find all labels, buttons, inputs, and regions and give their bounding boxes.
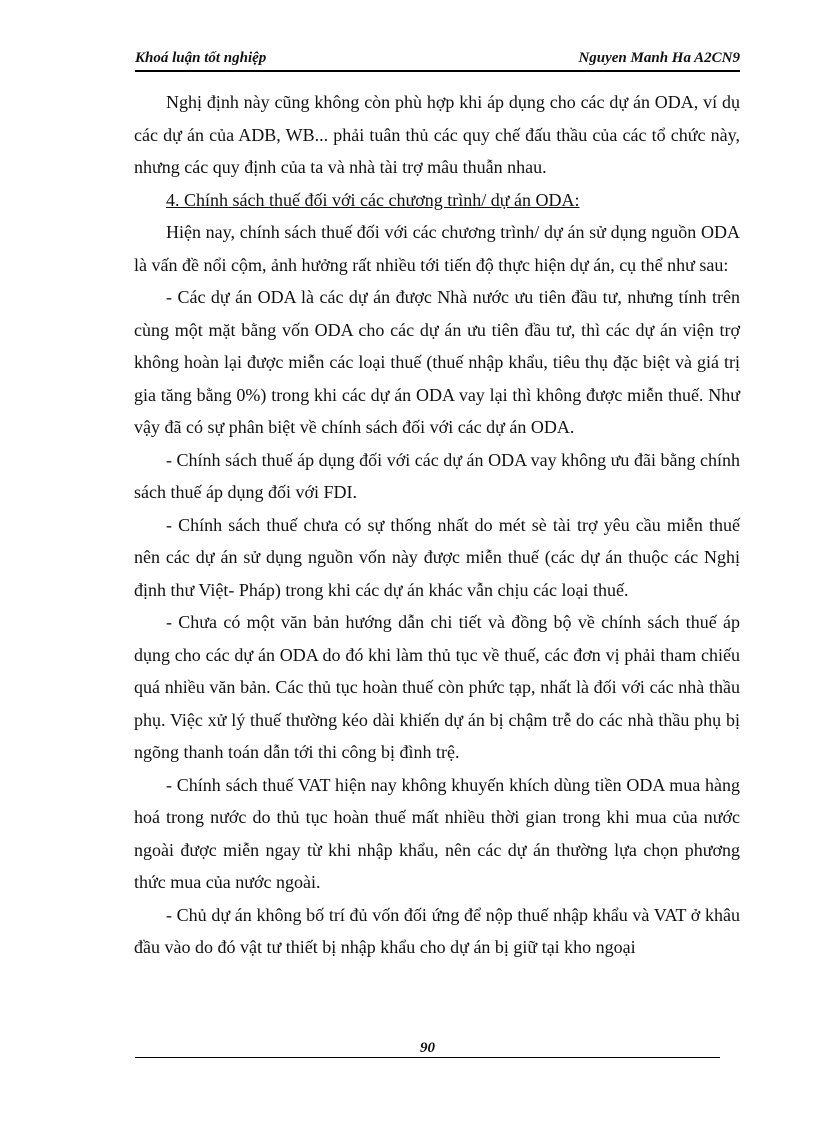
section-heading: 4. Chính sách thuế đối với các chương trình/ dự án ODA: <box>166 189 580 210</box>
header-thesis-title: Khoá luận tốt nghiệp <box>135 50 267 66</box>
paragraph-4: - Chính sách thuế áp dụng đối với các dự án ODA vay không ưu đãi bằng chính sách thuế áp dụng đối với FDI. <box>134 449 740 502</box>
page-header <box>135 48 740 72</box>
paragraph-1: Nghị định này cũng không còn phù hợp khi áp dụng cho các dự án ODA, ví dụ các dự án của ADB, WB... phải tuân thủ các quy chế đấu thầu của các tổ chức này, nhưng các quy định của ta và nhà tài trợ mâu thuẫn nhau. <box>134 92 740 177</box>
body-text <box>134 86 740 964</box>
paragraph-2: Hiện nay, chính sách thuế đối với các chương trình/ dự án sử dụng nguồn ODA là vấn đề nổi cộm, ảnh hưởng rất nhiều tới tiến độ thực hiện dự án, cụ thể như sau: <box>134 222 740 275</box>
page-footer <box>135 1040 720 1058</box>
header-author: Nguyen Manh Ha A2CN9 <box>578 50 740 66</box>
paragraph-7: - Chính sách thuế VAT hiện nay không khuyến khích dùng tiền ODA mua hàng hoá trong nước do thủ tục hoàn thuế mất nhiều thời gian trong khi mua của nước ngoài được miễn ngay từ khi nhập khẩu, nên các dự án thường lựa chọn phương thức mua của nước ngoài. <box>134 774 740 892</box>
paragraph-3: - Các dự án ODA là các dự án được Nhà nước ưu tiên đầu tư, nhưng tính trên cùng một mặt bằng vốn ODA cho các dự án ưu tiên đầu tư, thì các dự án viện trợ không hoàn lại được miễn các loại thuế (thuế nhập khẩu, tiêu thụ đặc biệt và giá trị gia tăng bằng 0%) trong khi các dự án ODA vay lại thì không được miễn thuế. Như vậy đã có sự phân biệt về chính sách đối với các dự án ODA. <box>134 287 740 437</box>
page-number: 90 <box>420 1040 435 1056</box>
paragraph-5: - Chính sách thuế chưa có sự thống nhất do mét sè tài trợ yêu cầu miễn thuế nên các dự án sử dụng nguồn vốn này được miễn thuế (các dự án thuộc các Nghị định thư Việt- Pháp) trong khi các dự án khác vẫn chịu các loại thuế. <box>134 514 740 600</box>
paragraph-6: - Chưa có một văn bản hướng dẫn chi tiết và đồng bộ về chính sách thuế áp dụng cho các dự án ODA do đó khi làm thủ tục về thuế, các đơn vị phải tham chiếu quá nhiều văn bản. Các thủ tục hoàn thuế còn phức tạp, nhất là đối với các nhà thầu phụ. Việc xử lý thuế thường kéo dài khiến dự án bị chậm trễ do các nhà thầu phụ bị ngõng thanh toán dẫn tới thi công bị đình trệ. <box>134 612 740 762</box>
paragraph-8: - Chủ dự án không bố trí đủ vốn đối ứng để nộp thuế nhập khẩu và VAT ở khâu đầu vào do đó vật tư thiết bị nhập khẩu cho dự án bị giữ tại kho ngoại <box>134 904 740 957</box>
